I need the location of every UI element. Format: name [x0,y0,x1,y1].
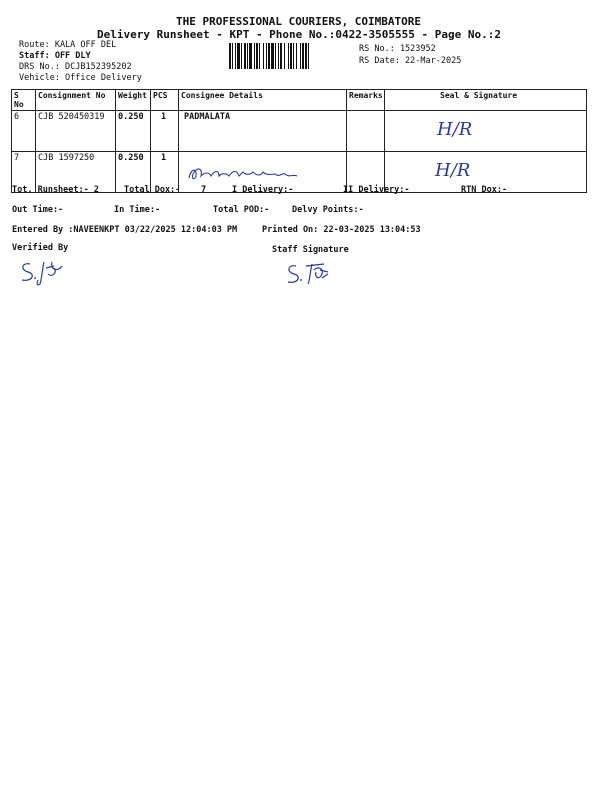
out-time: Out Time:- [12,205,64,215]
total-dox-value: 7 [201,185,207,195]
cell-pcs: 1 [151,152,179,193]
barcode-icon [229,43,355,69]
header-consignee: Consignee Details [179,90,347,111]
header-consignment: Consignment No [36,90,116,111]
cell-remarks [347,111,385,152]
header-remarks: Remarks [347,90,385,111]
recipient-signature-icon [185,162,315,184]
vehicle-label: Vehicle: Office Delivery [19,73,142,83]
cell-consignment: CJB 520450319 [36,111,116,152]
header-pcs: PCS [151,90,179,111]
cell-seal [385,111,587,152]
verifier-signature-icon [18,258,78,288]
drs-number: DRS No.: DCJB152395202 [19,62,132,72]
ii-delivery: II Delivery:- [343,185,410,195]
table-row [12,111,587,152]
table-header-row [12,90,587,111]
cell-weight: 0.250 [116,152,151,193]
route-label: Route: KALA OFF DEL [19,40,117,50]
total-dox-label: Total Dox:- [124,185,181,195]
seal-signature: H/R [435,160,471,181]
header-seal: Seal & Signature [385,90,587,111]
staff-signature-icon [284,260,344,290]
staff-signature-label: Staff Signature [272,245,349,255]
cell-sno: 7 [12,152,36,193]
rs-number: RS No.: 1523952 [359,44,436,54]
cell-consignee: PADMALATA [179,111,347,152]
rs-date: RS Date: 22-Mar-2025 [359,56,462,66]
verified-by-label: Verified By [12,243,69,253]
cell-sno: 6 [12,111,36,152]
staff-label: Staff: OFF DLY [19,51,91,61]
seal-signature: H/R [437,119,473,140]
i-delivery: I Delivery:- [232,185,294,195]
cell-weight: 0.250 [116,111,151,152]
cell-pcs: 1 [151,111,179,152]
total-pod: Total POD:- [213,205,270,215]
header-weight: Weight [116,90,151,111]
tot-runsheet: Tot. Runsheet:- 2 [12,185,99,195]
printed-on: Printed On: 22-03-2025 13:04:53 [262,225,421,235]
entered-by: Entered By :NAVEENKPT 03/22/2025 12:04:03 PM [12,225,238,235]
delvy-points: Delvy Points:- [292,205,364,215]
runsheet-subtitle: Delivery Runsheet - KPT - Phone No.:0422-3505555 - Page No.:2 [97,28,501,41]
company-title: THE PROFESSIONAL COURIERS, COIMBATORE [176,15,422,28]
header-sno: S No [12,90,36,111]
cell-consignment: CJB 1597250 [36,152,116,193]
runsheet-table [11,89,586,193]
rtn-dox: RTN Dox:- [461,185,508,195]
in-time: In Time:- [114,205,161,215]
